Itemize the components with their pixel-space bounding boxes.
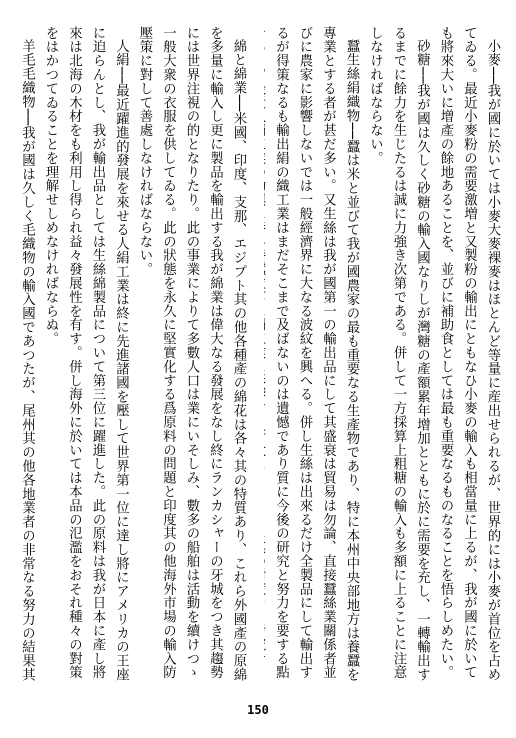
paragraph-cotton: 綿と綿業──米國、印度、支那、エジプト其の他各種產の綿花は各々其の特質あり、これら外國產の原綿を多量に輸入し更に製品を輸出する我が綿業は偉大なる發展をなし終にランカシャーの牙城をつき其趨勢には世界注視の的となりたり。此の事業によりて多數人口は業にいそしみ、數多の船舶は活動を續けつゝ一般大衆の衣服を供してゐる。此の狀態を永久に堅實化する爲原料の問題と印度其の他海外市場の輸入防壓策に對して善處しなければならない。: [137, 26, 246, 683]
paragraph-rayon: 人絹──最近躍進的發展を來せる人絹工業は終に先進諸國を壓して世界第一位に達し將にアメリカの王座に迫らんとし、我が輸出品としては生絲綿製品について第三位に躍進した。此の原料は我が日本に產し將來は北海の木材をも利用し得られ益々發展性を有す。併し海外に於いては本品の氾濫をおそれ種々の對策をはかつてゐることを理解せしめなければならぬ。: [43, 26, 129, 683]
paragraph-sugar: 砂糖──我が國は久しく砂糖の輸入國なりしが灣糖の產額累年增加とともに於に需要を充し、一轉輸出するまでに餘力を生じたるは誠に力強き次第である。併して一方採算上粗糖の輸入も多額に上ることに注意しなければならない。: [367, 26, 430, 683]
paragraph-wheat: 小麥──我が國に於いては小麥大麥裸麥はほとんど等量に産出せられるが、世界的には小麥が首位を占めてゐる。最近小麥粉の需要激増と又製粉の輸出にともなひ小麥の輸入も相當量に上るが、我が國に於いても將來大いに增產の餘地あることを、並びに補助食としては最も重要なるものなることを悟らしめたい。: [438, 26, 500, 683]
text-column-right: [264, 26, 504, 692]
paragraph-silk: 蠶生絲絹織物──蠶は米と並びて我が國農家の最も重要なる生產物であり、特に本州中央部地方は養蠶を專業とする者が甚だ多い。又生絲は我が國第一の輸出品にして其盛衰は貿易は勿論、直接蠶絲業關係者並びに農家に影響しないでは一般經濟界に大なる波紋を興へる。併し生絲は出來るだけ全製品にして輸出するが得策なるも輸出絹の織工業はまだそこまで及ばないのは遺憾であり質に今後の研究と努力を要する點: [273, 26, 359, 683]
page-number: 150: [247, 703, 269, 717]
paragraph-wool: 羊毛毛織物──我が國は久しく毛織物の輸入國であつたが、尾州其の他各地業者の非常なる努力の結果其: [19, 39, 35, 683]
text-column-left: [18, 26, 250, 692]
